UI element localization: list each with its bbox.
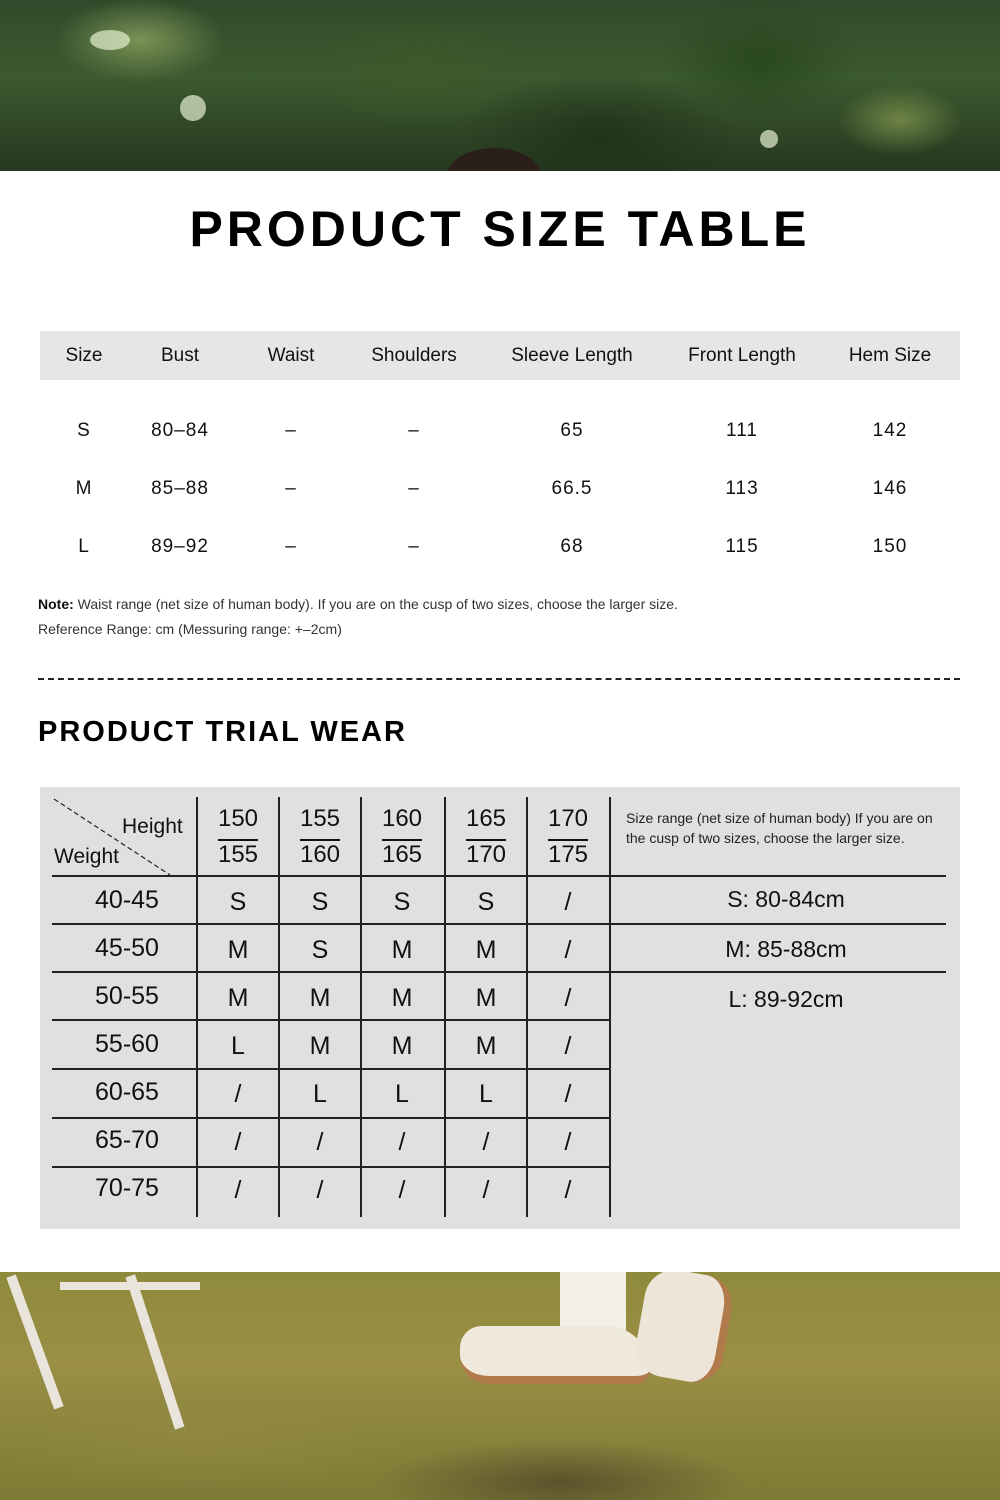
- grid-line: [52, 971, 946, 973]
- header-shoulders: Shoulders: [371, 345, 457, 366]
- weight-label: 60-65: [95, 1078, 159, 1106]
- height-to: 155: [217, 841, 259, 868]
- weight-label: 65-70: [95, 1126, 159, 1154]
- weight-label: 55-60: [95, 1030, 159, 1058]
- trial-size-cell: /: [564, 1080, 572, 1108]
- shoulders-cell: –: [408, 536, 420, 557]
- size-table-header: [40, 331, 960, 380]
- trial-size-cell: S: [311, 936, 329, 964]
- waist-cell: –: [285, 536, 297, 557]
- header-front-length: Front Length: [688, 345, 796, 366]
- trial-size-cell: /: [564, 888, 572, 916]
- trial-size-cell: /: [316, 1176, 324, 1204]
- height-from: 165: [465, 805, 507, 832]
- hem-size-cell: 146: [872, 478, 908, 499]
- weight-label: 70-75: [95, 1174, 159, 1202]
- header-hem-size: Hem Size: [848, 345, 932, 366]
- trial-size-cell: /: [564, 1176, 572, 1204]
- front-length-cell: 115: [725, 536, 759, 557]
- header-bust: Bust: [160, 345, 200, 366]
- trial-size-cell: M: [391, 1032, 413, 1060]
- trial-size-cell: S: [229, 888, 247, 916]
- sleeve-length-cell: 65: [560, 420, 584, 441]
- height-to: 170: [465, 841, 507, 868]
- trial-size-cell: /: [234, 1080, 242, 1108]
- size-note: [38, 596, 678, 612]
- height-to: 160: [299, 841, 341, 868]
- trial-size-cell: /: [564, 936, 572, 964]
- sleeve-length-cell: 68: [560, 536, 584, 557]
- trial-size-cell: /: [564, 1128, 572, 1156]
- sleeve-length-cell: 66.5: [551, 478, 593, 499]
- shoe: [460, 1326, 650, 1384]
- height-to: 175: [547, 841, 589, 868]
- size-cell: S: [77, 420, 91, 441]
- shoe: [631, 1272, 736, 1387]
- size-range-s: S: 80-84cm: [727, 886, 845, 912]
- grid-line: [52, 875, 946, 877]
- height-to: 165: [381, 841, 423, 868]
- trial-size-cell: S: [477, 888, 495, 916]
- height-from: 155: [299, 805, 341, 832]
- trial-size-cell: M: [475, 1032, 497, 1060]
- trial-size-cell: M: [227, 984, 249, 1012]
- model-head: [446, 148, 542, 171]
- section-divider: [38, 678, 960, 680]
- trial-wear-title: PRODUCT TRIAL WEAR: [38, 716, 407, 748]
- size-range-l: L: 89-92cm: [728, 986, 844, 1012]
- bust-cell: 89–92: [151, 536, 209, 557]
- height-range: [446, 801, 526, 873]
- corner-height-label: Height: [122, 815, 183, 838]
- grid-line: [52, 1166, 611, 1168]
- header-waist: Waist: [267, 345, 315, 366]
- height-from: 150: [217, 805, 259, 832]
- trial-size-cell: /: [234, 1128, 242, 1156]
- trial-size-cell: /: [234, 1176, 242, 1204]
- bust-cell: 85–88: [151, 478, 209, 499]
- trial-size-cell: /: [482, 1128, 490, 1156]
- trial-size-cell: M: [391, 984, 413, 1012]
- grid-line: [52, 1117, 611, 1119]
- weight-label: 40-45: [95, 886, 159, 914]
- trial-size-cell: L: [395, 1080, 409, 1108]
- note-text: Waist range (net size of human body). If you are on the cusp of two sizes, choose the larger size.: [73, 596, 678, 612]
- trial-size-cell: /: [564, 984, 572, 1012]
- trial-size-cell: L: [479, 1080, 493, 1108]
- note-label: Note:: [38, 596, 74, 612]
- page-title: PRODUCT SIZE TABLE: [189, 201, 811, 257]
- bottom-photo: [0, 1272, 1000, 1500]
- trial-size-cell: S: [393, 888, 411, 916]
- trial-size-cell: /: [316, 1128, 324, 1156]
- waist-cell: –: [285, 420, 297, 441]
- size-cell: L: [78, 536, 90, 557]
- height-range: [280, 801, 360, 873]
- trial-size-cell: /: [482, 1176, 490, 1204]
- trial-size-cell: /: [564, 1032, 572, 1060]
- weight-label: 50-55: [95, 982, 159, 1010]
- height-from: 160: [381, 805, 423, 832]
- trial-size-cell: /: [398, 1176, 406, 1204]
- grid-line: [52, 1019, 611, 1021]
- reference-range-note: Reference Range: cm (Messuring range: +–2cm): [38, 621, 342, 637]
- header-sleeve-length: Sleeve Length: [511, 345, 633, 366]
- height-range: [362, 801, 442, 873]
- hem-size-cell: 150: [872, 536, 908, 557]
- shoulders-cell: –: [408, 478, 420, 499]
- hem-size-cell: 142: [872, 420, 908, 441]
- front-length-cell: 113: [725, 478, 759, 499]
- corner-weight-label: Weight: [54, 845, 119, 868]
- shoulders-cell: –: [408, 420, 420, 441]
- front-length-cell: 111: [726, 420, 758, 441]
- trial-size-cell: M: [309, 1032, 331, 1060]
- height-range: [198, 801, 278, 873]
- header-size: Size: [65, 345, 103, 366]
- top-photo: [0, 0, 1000, 171]
- height-from: 170: [547, 805, 589, 832]
- trial-size-cell: M: [227, 936, 249, 964]
- size-cell: M: [75, 478, 93, 499]
- trial-size-cell: L: [313, 1080, 327, 1108]
- waist-cell: –: [285, 478, 297, 499]
- trial-size-cell: M: [309, 984, 331, 1012]
- size-range-note: Size range (net size of human body) If you are on the cusp of two sizes, choose the larger size.: [626, 810, 933, 846]
- bust-cell: 80–84: [151, 420, 209, 441]
- grid-line: [52, 923, 946, 925]
- trial-size-cell: M: [475, 984, 497, 1012]
- height-range: [528, 801, 608, 873]
- trial-size-cell: M: [391, 936, 413, 964]
- trial-size-cell: /: [398, 1128, 406, 1156]
- size-range-m: M: 85-88cm: [725, 936, 847, 962]
- weight-label: 45-50: [95, 934, 159, 962]
- trial-size-cell: M: [475, 936, 497, 964]
- grid-line: [609, 797, 611, 1217]
- trial-size-cell: S: [311, 888, 329, 916]
- trial-size-cell: L: [231, 1032, 245, 1060]
- grid-line: [52, 1068, 611, 1070]
